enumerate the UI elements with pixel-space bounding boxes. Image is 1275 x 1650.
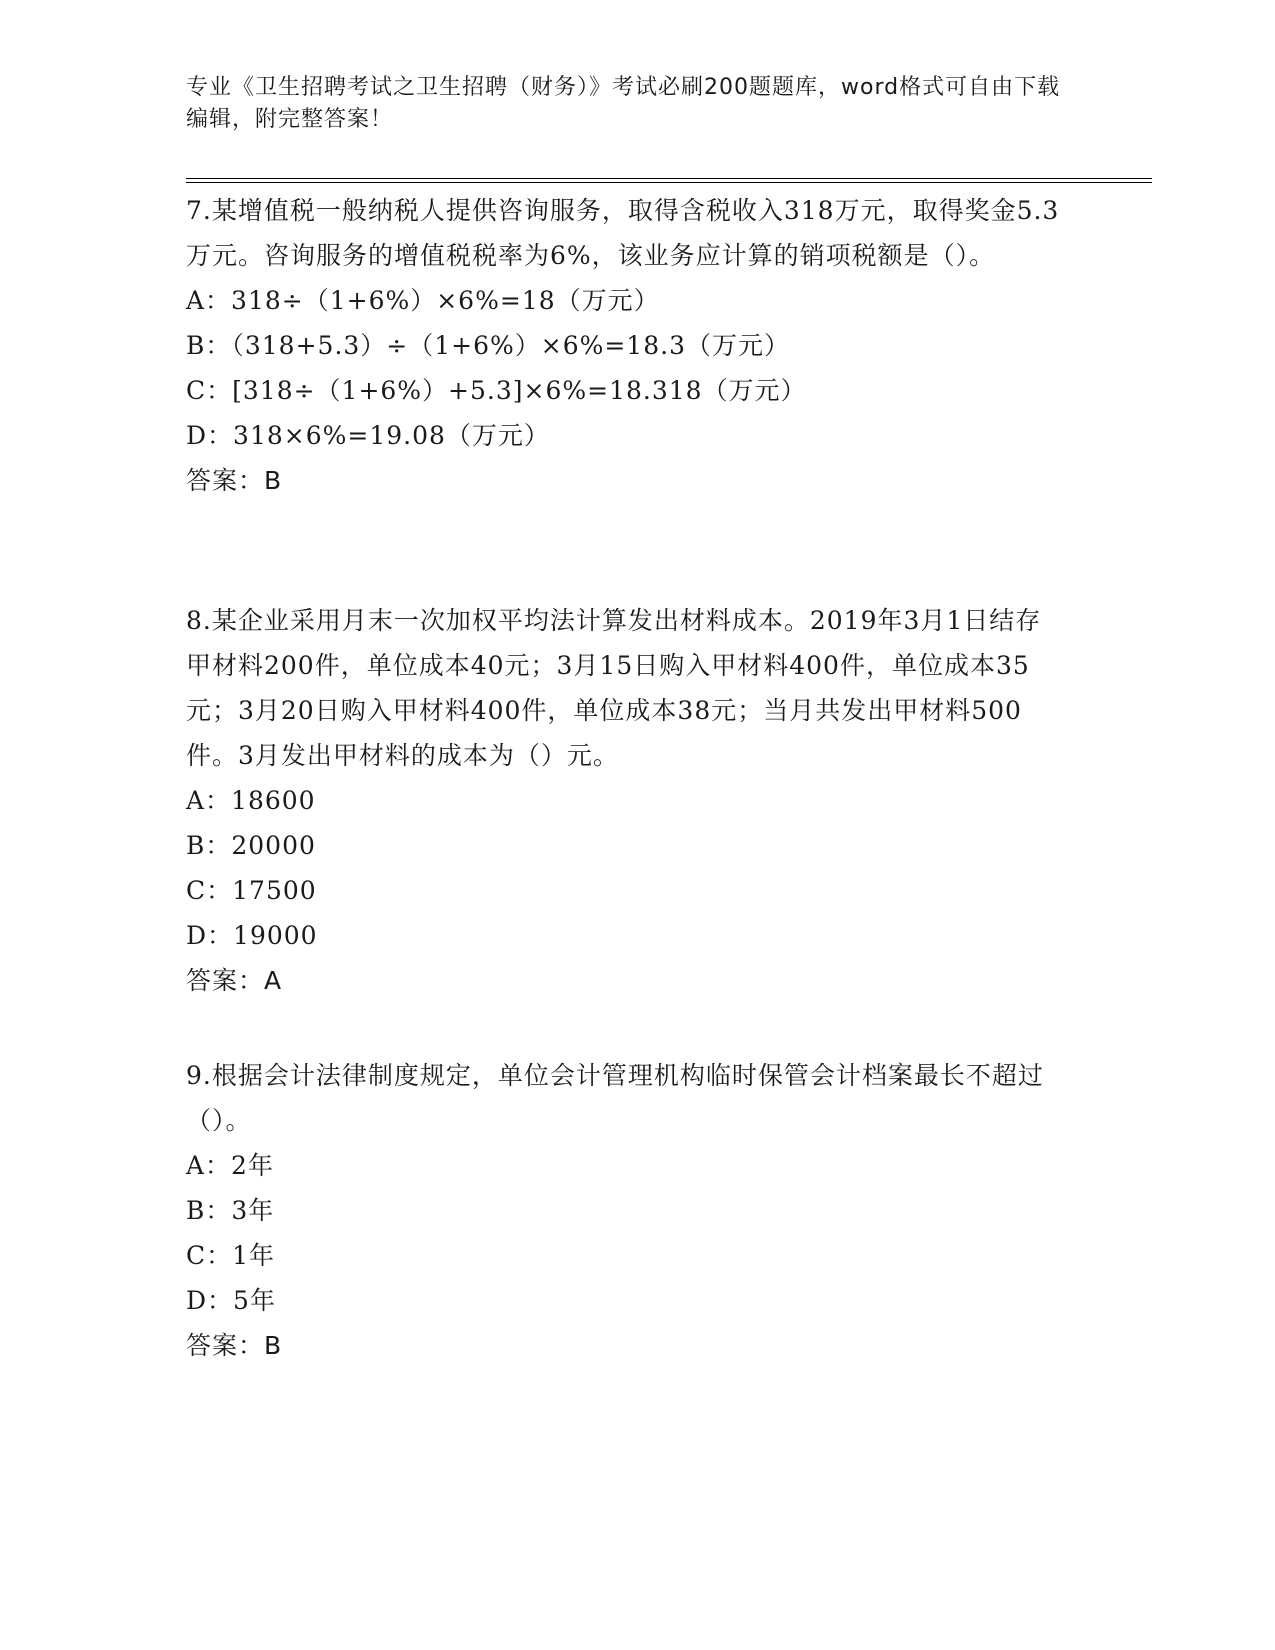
- option-c: C：1年: [186, 1241, 276, 1270]
- option-d: D：5年: [186, 1286, 276, 1315]
- option-b: B：20000: [186, 831, 316, 860]
- answer: 答案：B: [186, 1331, 283, 1360]
- question-stem: 9.根据会计法律制度规定，单位会计管理机构临时保管会计档案最长不超过（）。: [186, 1061, 1044, 1135]
- question-7: [186, 188, 1066, 503]
- option-a: A：18600: [186, 786, 316, 815]
- header-divider-bottom: [186, 182, 1152, 183]
- option-d: D：19000: [186, 921, 318, 950]
- question-9: [186, 1053, 1066, 1368]
- option-d: D：318×6%=19.08（万元）: [186, 421, 550, 450]
- option-a: A：318÷（1+6%）×6%=18（万元）: [186, 286, 660, 315]
- option-c: C：17500: [186, 876, 317, 905]
- option-c: C：[318÷（1+6%）+5.3]×6%=18.318（万元）: [186, 376, 807, 405]
- header-divider-top: [186, 178, 1152, 179]
- question-stem: 7.某增值税一般纳税人提供咨询服务，取得含税收入318万元，取得奖金5.3万元。咨询服务的增值税税率为6%，该业务应计算的销项税额是（）。: [186, 196, 1060, 270]
- document-header: 专业《卫生招聘考试之卫生招聘（财务）》考试必刷200题题库，word格式可自由下载编辑，附完整答案！: [186, 75, 1061, 132]
- answer: 答案：A: [186, 966, 283, 995]
- option-b: B：3年: [186, 1196, 275, 1225]
- question-8: [186, 598, 1066, 1003]
- answer: 答案：B: [186, 466, 283, 495]
- option-b: B：（318+5.3）÷（1+6%）×6%=18.3（万元）: [186, 331, 790, 360]
- question-stem: 8.某企业采用月末一次加权平均法计算发出材料成本。2019年3月1日结存甲材料200件，单位成本40元；3月15日购入甲材料400件，单位成本35元；3月20日购入甲材料400件，单位成本38元；当月共发出甲材料500件。3月发出甲材料的成本为（）元。: [186, 606, 1042, 770]
- option-a: A：2年: [186, 1151, 274, 1180]
